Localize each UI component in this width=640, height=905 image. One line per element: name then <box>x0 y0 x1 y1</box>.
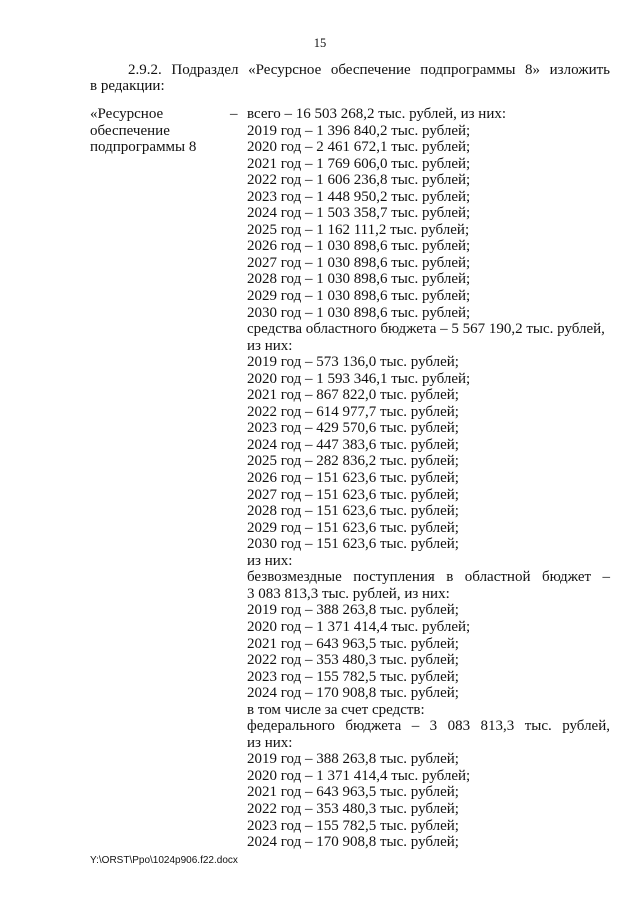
funding-line: 2028 год – 1 030 898,6 тыс. рублей; <box>247 271 471 288</box>
funding-line: 2024 год – 170 908,8 тыс. рублей; <box>247 834 459 851</box>
funding-line: 2019 год – 388 263,8 тыс. рублей; <box>247 602 459 619</box>
funding-line: 2022 год – 1 606 236,8 тыс. рублей; <box>247 172 471 189</box>
funding-line: 2020 год – 1 371 414,4 тыс. рублей; <box>247 767 471 784</box>
funding-line: из них: <box>247 337 293 354</box>
funding-line: 2022 год – 353 480,3 тыс. рублей; <box>247 800 459 817</box>
funding-line: всего – 16 503 268,2 тыс. рублей, из них: <box>247 106 507 122</box>
funding-line: 2024 год – 1 503 358,7 тыс. рублей; <box>247 205 471 222</box>
funding-line: 2029 год – 151 623,6 тыс. рублей; <box>247 519 459 536</box>
funding-line: 2027 год – 1 030 898,6 тыс. рублей; <box>247 254 471 271</box>
funding-line: 2021 год – 867 822,0 тыс. рублей; <box>247 387 459 404</box>
funding-line: 2021 год – 643 963,5 тыс. рублей; <box>247 635 459 652</box>
funding-line: 2020 год – 1 593 346,1 тыс. рублей; <box>247 370 471 387</box>
funding-line: 2027 год – 151 623,6 тыс. рублей; <box>247 486 459 503</box>
funding-line: 2029 год – 1 030 898,6 тыс. рублей; <box>247 288 471 305</box>
funding-line: 2020 год – 1 371 414,4 тыс. рублей; <box>247 618 471 635</box>
section-label-line: «Ресурсное <box>90 106 164 122</box>
funding-line: 2023 год – 429 570,6 тыс. рублей; <box>247 420 459 437</box>
funding-line: 2023 год – 155 782,5 тыс. рублей; <box>247 668 459 685</box>
intro-line-2: в редакции: <box>90 78 165 94</box>
section-label-line: обеспечение <box>90 122 170 139</box>
funding-line: из них: <box>247 734 293 751</box>
funding-line: безвозмездные поступления в областной бюджет – <box>247 569 610 586</box>
funding-line: 3 083 813,3 тыс. рублей, из них: <box>247 585 450 602</box>
funding-line: 2024 год – 447 383,6 тыс. рублей; <box>247 436 459 453</box>
document-file-path: Y:\ORST\Ppo\1024p906.f22.docx <box>90 855 238 866</box>
funding-line: 2030 год – 151 623,6 тыс. рублей; <box>247 536 459 553</box>
funding-line: 2025 год – 282 836,2 тыс. рублей; <box>247 453 459 470</box>
funding-line: 2020 год – 2 461 672,1 тыс. рублей; <box>247 139 471 156</box>
funding-line: 2019 год – 388 263,8 тыс. рублей; <box>247 751 459 768</box>
section-label-column <box>90 106 240 156</box>
funding-line: федерального бюджета – 3 083 813,3 тыс. рублей, <box>247 718 610 735</box>
funding-line: 2026 год – 151 623,6 тыс. рублей; <box>247 470 459 487</box>
section-label-line: подпрограммы 8 <box>90 139 197 155</box>
funding-line: 2023 год – 1 448 950,2 тыс. рублей; <box>247 188 471 205</box>
funding-line: 2022 год – 353 480,3 тыс. рублей; <box>247 652 459 669</box>
funding-line: 2022 год – 614 977,7 тыс. рублей; <box>247 403 459 420</box>
funding-line: 2024 год – 170 908,8 тыс. рублей; <box>247 685 459 702</box>
separator-dash: – <box>230 106 238 122</box>
funding-line: 2023 год – 155 782,5 тыс. рублей; <box>247 817 459 834</box>
page-number: 15 <box>313 36 327 50</box>
funding-line: 2019 год – 1 396 840,2 тыс. рублей; <box>247 122 471 139</box>
funding-line: 2030 год – 1 030 898,6 тыс. рублей; <box>247 304 471 321</box>
funding-line: 2026 год – 1 030 898,6 тыс. рублей; <box>247 238 471 255</box>
funding-line: 2021 год – 643 963,5 тыс. рублей; <box>247 784 459 801</box>
funding-line: 2021 год – 1 769 606,0 тыс. рублей; <box>247 155 471 172</box>
funding-line: из них: <box>247 552 293 569</box>
funding-details-column <box>247 106 610 851</box>
intro-paragraph <box>90 62 610 94</box>
funding-line: 2025 год – 1 162 111,2 тыс. рублей; <box>247 221 470 238</box>
intro-line-1: 2.9.2. Подраздел «Ресурсное обеспечение подпрограммы 8» изложить <box>128 62 610 78</box>
funding-line: в том числе за счет средств: <box>247 701 425 718</box>
funding-line: 2019 год – 573 136,0 тыс. рублей; <box>247 354 459 371</box>
funding-line: средства областного бюджета – 5 567 190,2 тыс. рублей, <box>247 321 605 338</box>
funding-line: 2028 год – 151 623,6 тыс. рублей; <box>247 503 459 520</box>
